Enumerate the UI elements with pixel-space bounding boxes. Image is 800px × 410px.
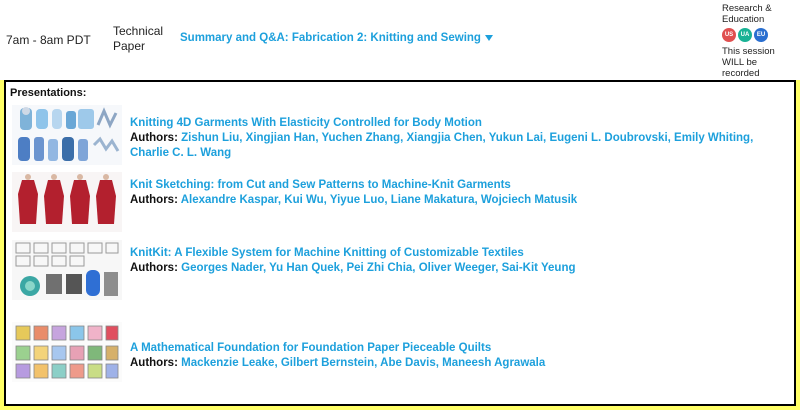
region-badge-ua: UA [738,28,752,42]
authors-label: Authors: [130,262,178,274]
author-link[interactable]: Yiyue Luo [329,194,385,206]
author-link[interactable]: Oliver Weeger [418,262,496,274]
author-link[interactable]: Maneesh Agrawala [442,357,546,369]
author-link[interactable]: Xingjian Han [245,132,316,144]
authors-label: Authors: [130,357,178,369]
recording-notice: WILL be [722,57,758,68]
presentation-item [6,322,786,382]
presentation-text [130,116,780,161]
caret-down-icon [485,35,493,41]
author-link[interactable]: Zishun Liu [181,132,240,144]
session-time: 7am - 8am PDT [6,33,91,47]
region-badge-eu: EU [754,28,768,42]
author-link[interactable]: Emily Whiting [674,132,751,144]
author-link[interactable]: Xiangjia Chen [406,132,483,144]
session-type-line: Technical [113,24,164,38]
category-label: Education [722,14,765,25]
presentation-thumbnail[interactable] [12,322,122,382]
presentation-authors: Authors: Georges Nader, Yu Han Quek, Pei Zhi Chia, Oliver Weeger, Sai-Kit Yeung [130,262,576,274]
session-title: Summary and Q&A: Fabrication 2: Knitting and Sewing [180,32,481,44]
presentation-thumbnail[interactable] [12,240,122,300]
presentation-item [6,172,786,232]
presentation-text [130,341,780,371]
authors-label: Authors: [130,132,178,144]
recording-notice: recorded [722,68,760,79]
session-title-dropdown[interactable] [180,32,493,44]
region-badge-us: US [722,28,736,42]
presentation-item [6,105,786,165]
presentation-authors: Authors: Alexandre Kaspar, Kui Wu, Yiyue Luo, Liane Makatura, Wojciech Matusik [130,194,578,206]
recording-notice: This session [722,46,775,57]
author-link[interactable]: Liane Makatura [390,194,475,206]
author-link[interactable]: Yuchen Zhang [321,132,401,144]
author-link[interactable]: Wojciech Matusik [480,194,578,206]
presentation-thumbnail[interactable] [12,105,122,165]
session-header [0,0,800,80]
presentation-title[interactable]: A Mathematical Foundation for Foundation Paper Pieceable Quilts [130,342,492,354]
presentation-authors: Authors: Mackenzie Leake, Gilbert Bernstein, Abe Davis, Maneesh Agrawala [130,357,546,369]
presentation-thumbnail[interactable] [12,172,122,232]
author-link[interactable]: Gilbert Bernstein [280,357,375,369]
session-type [113,24,163,54]
author-link[interactable]: Charlie C. L. Wang [130,147,232,159]
author-link[interactable]: Yu Han Quek [269,262,341,274]
session-type-line: Paper [113,39,146,53]
presentation-authors: Authors: Zishun Liu, Xingjian Han, Yuchen Zhang, Xiangjia Chen, Yukun Lai, Eugeni L. Doubrovski, Emily Whiting, Charlie C. L. Wang [130,132,754,159]
author-link[interactable]: Abe Davis [380,357,436,369]
author-link[interactable]: Pei Zhi Chia [346,262,413,274]
session-info [722,3,800,79]
presentation-text [130,178,780,208]
author-link[interactable]: Alexandre Kaspar [180,194,278,206]
presentation-text [130,246,780,276]
category-label: Research & [722,3,772,14]
region-badges [722,28,800,42]
presentation-item [6,240,786,300]
presentation-title[interactable]: KnitKit: A Flexible System for Machine Knitting of Customizable Textiles [130,247,524,259]
authors-label: Authors: [130,194,178,206]
author-link[interactable]: Mackenzie Leake [181,357,275,369]
author-link[interactable]: Georges Nader [181,262,263,274]
author-link[interactable]: Sai-Kit Yeung [501,262,576,274]
presentation-title[interactable]: Knitting 4D Garments With Elasticity Controlled for Body Motion [130,117,482,129]
author-link[interactable]: Yukun Lai [488,132,544,144]
author-link[interactable]: Eugeni L. Doubrovski [549,132,668,144]
presentations-heading: Presentations: [10,87,87,99]
author-link[interactable]: Kui Wu [284,194,324,206]
presentation-title[interactable]: Knit Sketching: from Cut and Sew Patterns to Machine-Knit Garments [130,179,511,191]
presentations-panel [4,80,796,406]
